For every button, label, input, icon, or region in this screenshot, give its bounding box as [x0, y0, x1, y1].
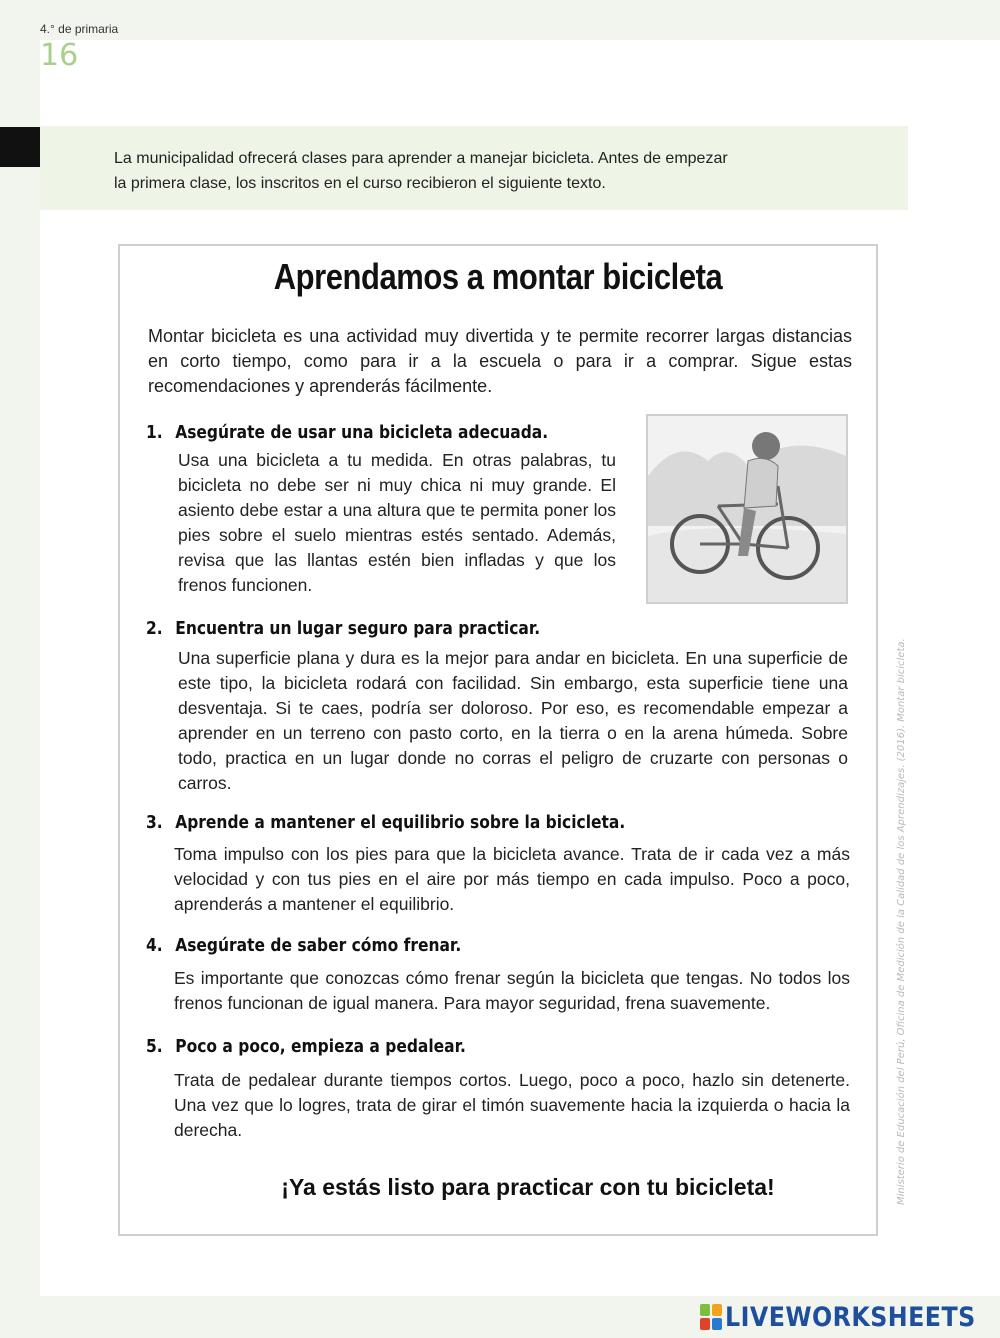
reading-intro: Montar bicicleta es una actividad muy divertida y te permite recorrer largas distancias en corto tiempo, como para ir a la escuela o para ir a comprar. Sigue estas recomendaciones y aprenderás fácilmente. — [148, 326, 852, 396]
item-5-heading — [146, 1036, 466, 1057]
item-heading-text: Aprende a mantener el equilibrio sobre la bicicleta. — [175, 812, 626, 833]
context-line-1: La municipalidad ofrecerá clases para aprender a manejar bicicleta. Antes de empezar — [114, 150, 728, 167]
black-tab-marker — [0, 127, 41, 167]
item-number: 4. — [146, 935, 163, 956]
item-number: 3. — [146, 812, 163, 833]
item-1-heading — [146, 422, 548, 443]
item-4-body: Es importante que conozcas cómo frenar según la bicicleta que tengas. No todos los frenos funcionan de igual manera. Para mayor seguridad, frena suavemente. — [174, 968, 850, 1013]
item-2-body: Una superficie plana y dura es la mejor para andar en bicicleta. En una superficie de este tipo, la bicicleta rodará con facilidad. Sin embargo, esta superficie tiene una desventaja. Si te caes, podría ser doloroso. Por eso, es recomendable empezar a aprender en un terreno con pasto corto, en la tierra o en la arena húmeda. Sobre todo, practica en un lugar donde no corras el peligro de cruzarte con personas o carros. — [178, 648, 848, 793]
context-line-2: la primera clase, los inscritos en el curso recibieron el siguiente texto. — [114, 175, 606, 192]
item-heading-text: Poco a poco, empieza a pedalear. — [175, 1036, 466, 1057]
item-1-body: Usa una bicicleta a tu medida. En otras palabras, tu bicicleta no debe ser ni muy chica ni muy grande. El asiento debe estar a una altura que te permita poner los pies sobre el suelo mientras estés sentado. Además, revisa que las llantas estén bien infladas y que los frenos funcionen. — [178, 450, 616, 595]
girl-on-bicycle-illustration — [646, 414, 848, 604]
item-2-heading — [146, 618, 540, 639]
context-text — [114, 146, 834, 196]
page-number: 16 — [40, 38, 79, 73]
item-number: 2. — [146, 618, 163, 639]
grade-label: 4.° de primaria — [40, 22, 119, 36]
liveworksheets-logo-icon — [700, 1304, 722, 1330]
item-5-body: Trata de pedalear durante tiempos cortos. Luego, poco a poco, hazlo sin detenerte. Una vez que lo logres, trata de girar el timón suavemente hacia la izquierda o hacia la derecha. — [174, 1070, 850, 1140]
item-3-body: Toma impulso con los pies para que la bicicleta avance. Trata de ir cada vez a más velocidad y con tus pies en el aire por más tiempo en cada impulso. Poco a poco, aprenderás a mantener el equilibrio. — [174, 844, 850, 914]
item-heading-text: Encuentra un lugar seguro para practicar. — [175, 618, 541, 639]
brand-name: LIVEWORKSHEETS — [725, 1301, 976, 1333]
source-credit: Ministerio de Educación del Perú, Oficina de Medición de la Calidad de los Aprendizajes. (2016). Montar bicicleta. — [896, 638, 907, 1205]
item-4-heading — [146, 935, 461, 956]
liveworksheets-brand[interactable] — [700, 1302, 1000, 1332]
item-heading-text: Asegúrate de saber cómo frenar. — [175, 935, 462, 956]
item-3-heading — [146, 812, 625, 833]
item-heading-text: Asegúrate de usar una bicicleta adecuada. — [175, 422, 549, 443]
context-band — [40, 126, 908, 210]
closing-message: ¡Ya estás listo para practicar con tu bicicleta! — [281, 1174, 775, 1200]
item-number: 1. — [146, 422, 163, 443]
reading-title: Aprendamos a montar bicicleta — [273, 256, 723, 297]
reading-box — [118, 244, 878, 1236]
item-number: 5. — [146, 1036, 163, 1057]
